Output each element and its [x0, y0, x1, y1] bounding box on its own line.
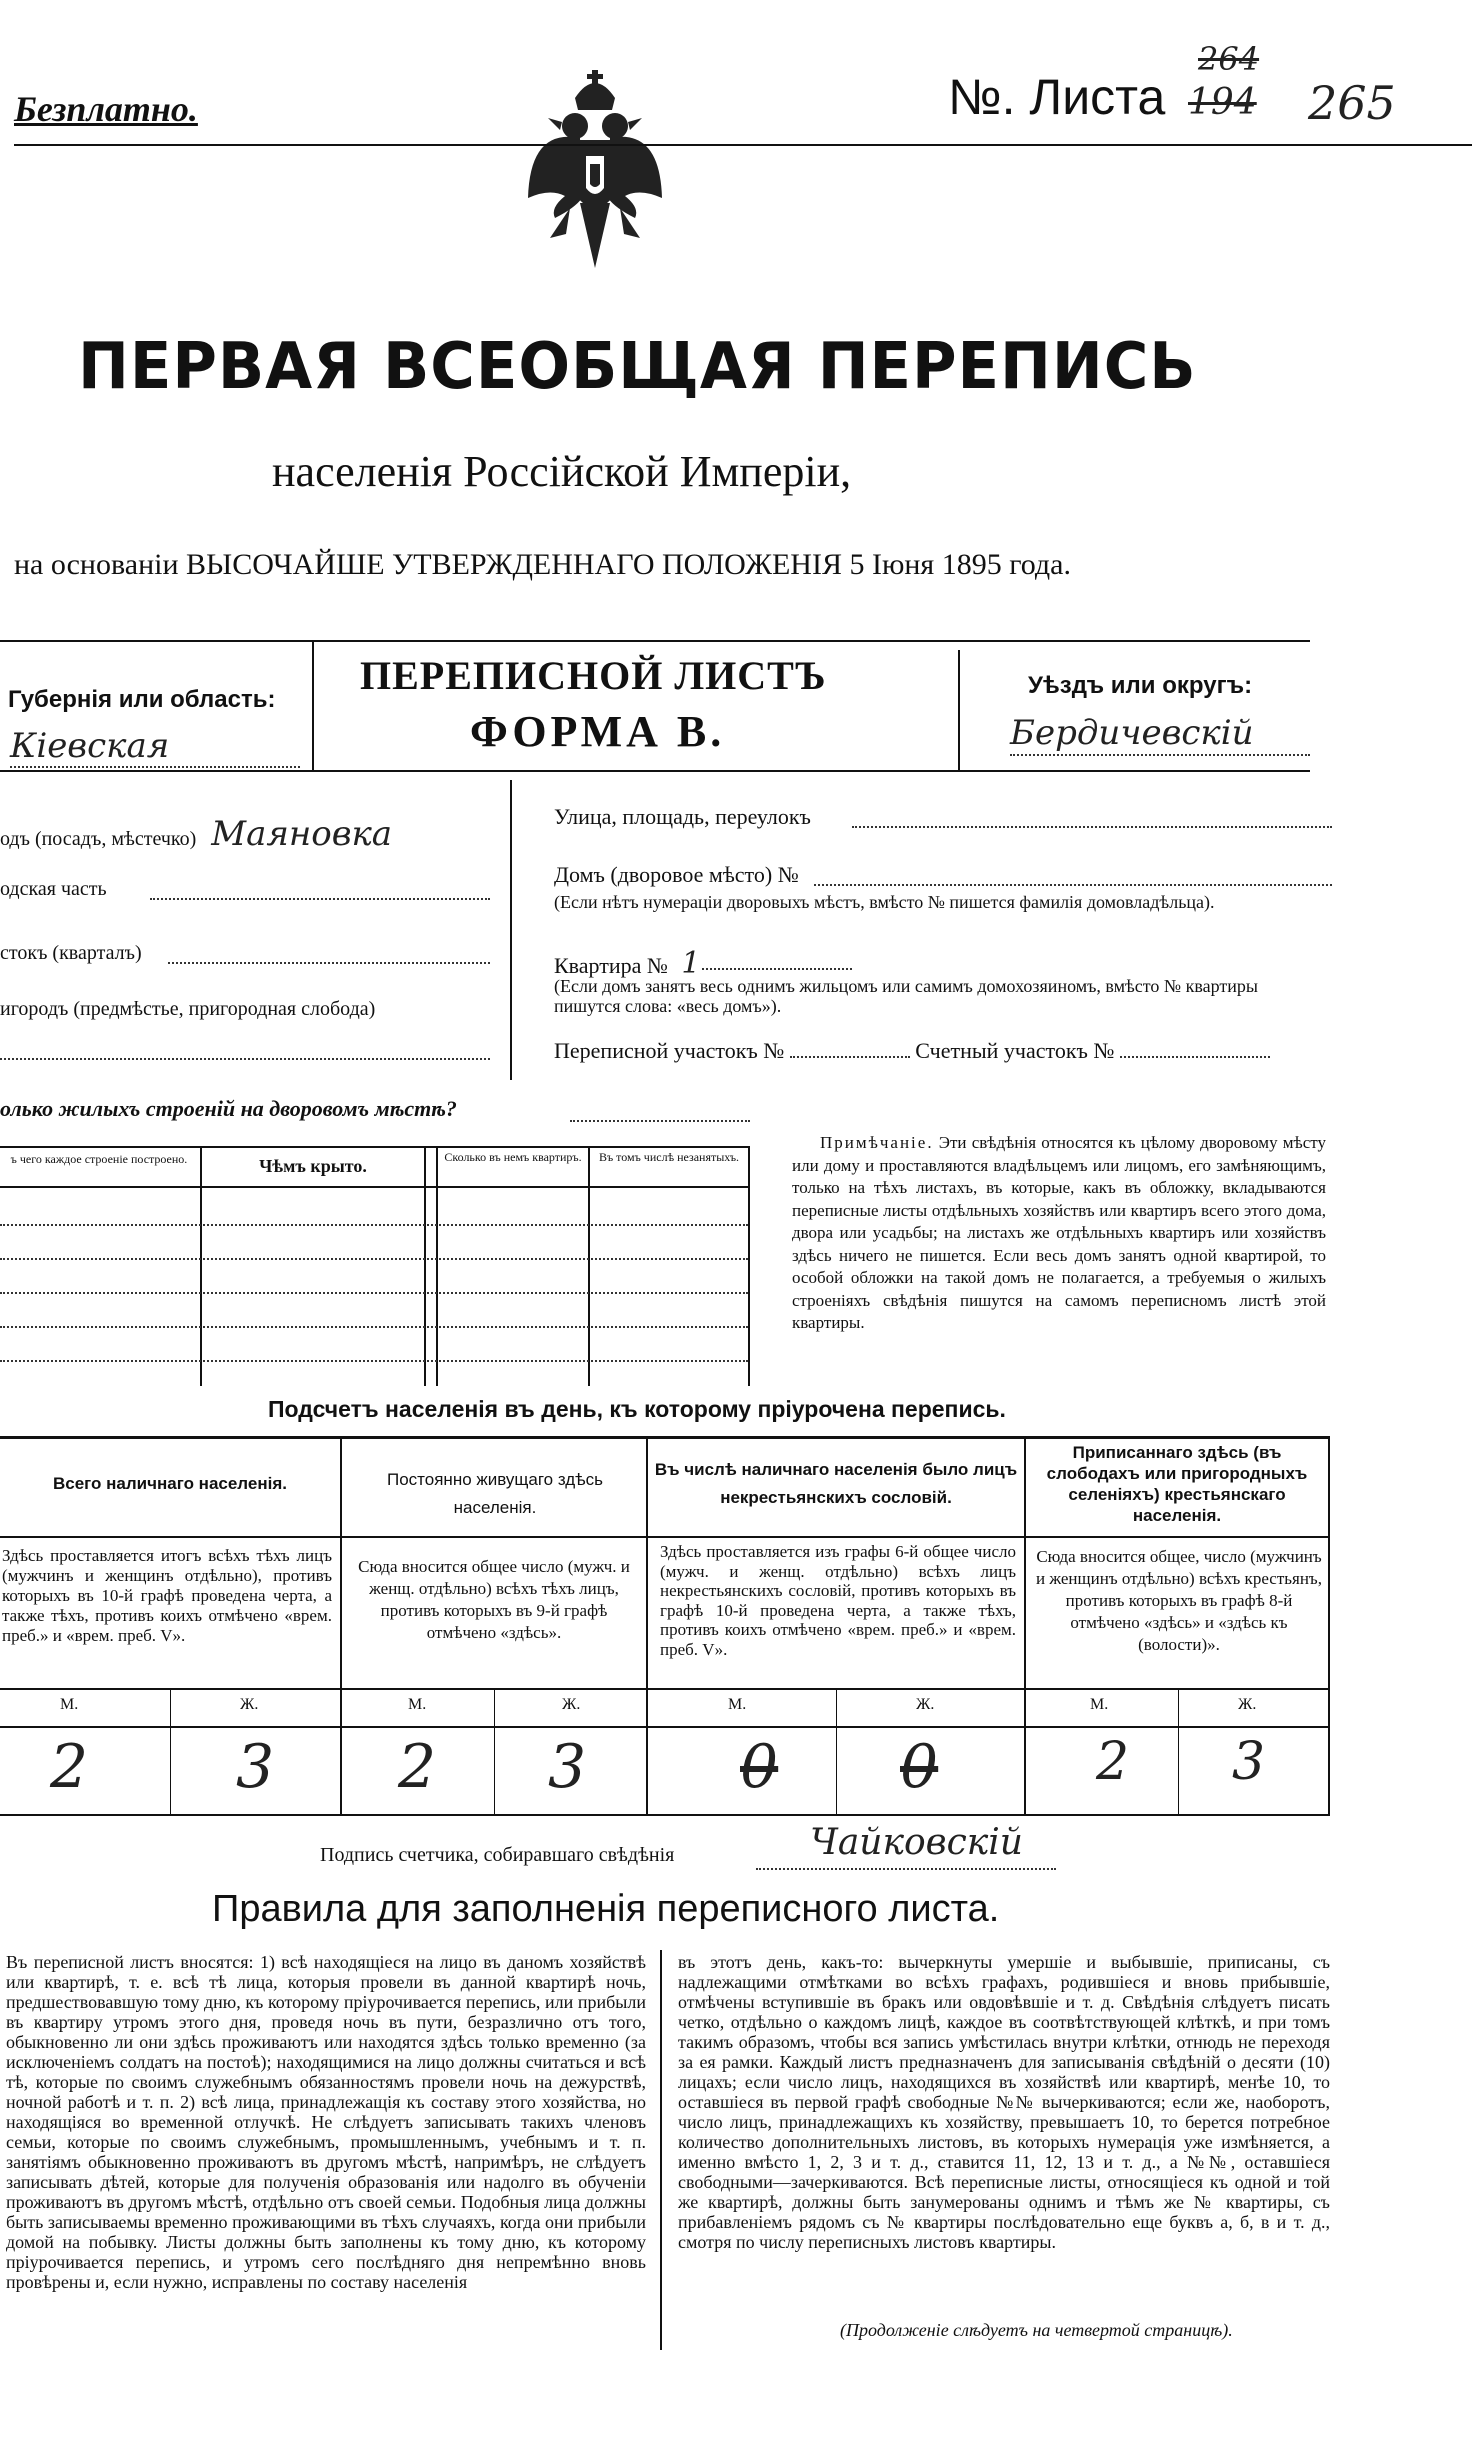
note-block [792, 1132, 1326, 1335]
count-col1-head: Всего наличнаго населенія. [53, 1474, 287, 1493]
count-col4-f-label: Ж. [1238, 1696, 1257, 1713]
census-district-label: Переписной участокъ № [554, 1038, 785, 1063]
apartment-value: 1 [681, 946, 701, 981]
district-value: Бердичевскій [1010, 712, 1310, 756]
street-label: Улица, площадь, переулокъ [554, 804, 811, 829]
count-col4-f-value: 3 [1232, 1732, 1266, 1792]
location-right [552, 780, 1472, 1090]
count-col1-m-value: 2 [50, 1732, 89, 1802]
count-col2-m-label: М. [408, 1696, 427, 1713]
count-col2-f-value: 3 [548, 1732, 587, 1802]
signature-value: Чайковскій [810, 1822, 1023, 1863]
basis-line: на основаніи ВЫСОЧАЙШЕ УТВЕРЖДЕННАГО ПОЛОЖЕНІЯ 5 Іюня 1895 года. [14, 548, 1071, 581]
count-col3-head: Въ числѣ наличнаго населенія было лицъ некрестьянскихъ сословій. [654, 1460, 1018, 1507]
count-col4-desc: Сюда вносится общее, число (мужчинъ и женщинъ отдѣльно) всѣхъ крестьянъ, противъ которыхъ въ графѣ 8-й отмѣчено «здѣсь» и «здѣсь къ (волости)». [1036, 1547, 1322, 1654]
count-col3-m-value: 0 [740, 1732, 779, 1802]
free-label: Безплатно. [14, 89, 198, 129]
town-part-label: одская часть [0, 878, 107, 900]
signature-row [320, 1822, 1080, 1890]
count-col3-f-label: Ж. [916, 1696, 935, 1713]
count-col2-desc: Сюда вносится общее число (мужч. и женщ. отдѣльно) всѣхъ тѣхъ лицъ, противъ которыхъ въ 9-й графѣ отмѣчено «здѣсь». [358, 1557, 630, 1642]
apartment-note: (Если домъ занятъ весь однимъ жильцомъ или самимъ домохозяиномъ, вмѣсто № квартиры пишутся слова: «весь домъ»). [554, 976, 1258, 1016]
rules-title: Правила для заполненія переписного листа. [212, 1888, 1000, 1930]
subtitle: населенія Россійской Имперіи, [272, 447, 852, 496]
count-table [0, 1436, 1330, 1816]
quarter-label: стокъ (кварталъ) [0, 942, 142, 964]
count-col1-m-label: М. [60, 1696, 79, 1713]
sheet-number-handwritten-top: 264 [1198, 40, 1260, 78]
buildings-col-apartments: Сколько въ немъ квартиръ. [444, 1150, 582, 1164]
count-col2-head: Постоянно живущаго здѣсь населенія. [387, 1470, 603, 1517]
count-district-label: Счетный участокъ № [915, 1038, 1115, 1063]
note-heading: Примѣчаніе. [820, 1133, 934, 1152]
buildings-col-roof: Чѣмъ крыто. [259, 1156, 367, 1176]
rules-continued: (Продолженіе слѣдуетъ на четвертой страницѣ). [840, 2320, 1233, 2340]
apartment-label: Квартира № [554, 953, 668, 978]
rules-left: Въ переписной листъ вносятся: 1) всѣ находящіеся на лицо въ даномъ хозяйствѣ или квартирѣ, т. е. всѣ тѣ лица, которыя провели въ данной квартирѣ ночь, предшествовавшую тому дню, къ которому пріурочивается перепись, или прибыли въ квартиру утромъ этого дня, проведя ночь въ пути, безразлично отъ того, обыкновенно ли они здѣсь проживаютъ или находятся здѣсь только временно (за исключеніемъ солдатъ на постоѣ); находящимися на лицо должны считаться и всѣ тѣ, которые по своимъ служебнымъ обязанностямъ провели ночь на дежурствѣ, ночной работѣ и т. п. 2) всѣ лица, принадлежащія къ составу этого хозяйства, но находящіяся во временной отлучкѣ. Не слѣдуетъ записывать такихъ членовъ семьи, которые по своимъ служебнымъ, промышленнымъ, учебнымъ и т. п. занятіямъ обыкновенно проживаютъ въ другомъ мѣстѣ, напримѣръ, не слѣдуетъ записывать дѣтей, которые для полученія образованія или надолго въ обученіи проживаютъ въ другомъ мѣстѣ, отдѣльно отъ своей семьи. Подобныя лица должны быть записываемы временно проживающими въ тѣхъ случаяхъ, когда они прибыли домой на побывку. Листы должны быть заполнены къ тому дню, къ которому пріурочивается перепись, и утромъ сего послѣдняго дня непремѣнно вновь провѣрены и, если нужно, исправлены по составу населенія [6, 1952, 646, 2292]
count-title: Подсчетъ населенія въ день, къ которому пріурочена перепись. [268, 1396, 1006, 1422]
count-col3-m-label: М. [728, 1696, 747, 1713]
province-label: Губернія или область: [8, 686, 276, 713]
sheet-number [948, 40, 1458, 148]
count-col3-f-value: 0 [900, 1732, 939, 1802]
count-col2-m-value: 2 [398, 1732, 437, 1802]
count-col2-f-label: Ж. [562, 1696, 581, 1713]
coat-of-arms-icon [520, 68, 670, 278]
count-col4-m-label: М. [1090, 1696, 1109, 1713]
sheet-title: ПЕРЕПИСНОЙ ЛИСТЪ [360, 653, 827, 698]
count-col4-head: Приписаннаго здѣсь (въ слободахъ или пригородныхъ селеніяхъ) крестьянскаго населенія. [1046, 1443, 1308, 1525]
sheet-number-handwritten: 265 [1308, 76, 1396, 130]
suburb-label: игородъ (предмѣстье, пригородная слобода) [0, 998, 376, 1020]
count-col1-f-value: 3 [236, 1732, 275, 1802]
buildings-col-material: ъ чего каждое строеніе построено. [10, 1152, 188, 1166]
buildings-question: олько жилыхъ строеній на дворовомъ мѣстѣ? [0, 1096, 457, 1121]
town-value: Маяновка [211, 814, 393, 854]
buildings-col-vacant: Въ томъ числѣ незанятыхъ. [598, 1150, 740, 1164]
house-label: Домъ (дворовое мѣсто) № [554, 862, 799, 887]
rules-right: въ этотъ день, какъ-то: вычеркнуты умершіе и выбывшіе, приписаны, съ надлежащими отмѣтками во всѣхъ графахъ, родившіеся и вновь прибывшіе, отмѣчены вступившіе въ бракъ или овдовѣвшіе и т. д. Свѣдѣнія слѣдуетъ писать четко, отдѣльно о каждомъ лицѣ, каждое въ соотвѣтствующей клѣткѣ, и при томъ такимъ образомъ, чтобы вся запись умѣстилась внутри клѣтки, отнюдь не переходя за ея рамки. Каждый листъ предназначенъ для записыванія свѣдѣній о десяти (10) лицахъ; если число лицъ, находящихся въ хозяйствѣ или квартирѣ, менѣе 10, то оставшіеся въ первой графѣ свободные №№ вычеркиваются; если же, наоборотъ, число лицъ, принадлежащихъ къ хозяйству, превышаетъ 10, то берется потребное количество дополнительныхъ листовъ, въ которыхъ нумерація уже измѣняется, а именно вмѣсто 1, 2, 3 и т. д., ставится 11, 12, 13 и т. д., а №№, оставшіеся свободными—зачеркиваются. Всѣ переписные листы, относящіеся къ одной и той же квартирѣ, должны быть занумерованы однимъ и тѣмъ же № квартиры, съ прибавленіемъ рядомъ съ № квартиры послѣдовательно еще буквъ а, б, в и т. д., смотря по числу переписныхъ листовъ квартиры. [678, 1952, 1330, 2252]
town-label: одъ (посадъ, мѣстечко) [0, 828, 197, 850]
district-label: Уѣздъ или округъ: [1028, 672, 1253, 699]
main-title: ПЕРВАЯ ВСЕОБЩАЯ ПЕРЕПИСЬ [78, 330, 1197, 404]
sheet-number-label: №. Листа [948, 69, 1166, 125]
count-col3-desc: Здѣсь проставляется изъ графы 6-й общее число (мужч. и женщ. отдѣльно) всѣхъ лицъ некрестьянскихъ сословій, противъ которыхъ въ графѣ 10-й проведена черта, а также тѣхъ, противъ коихъ отмѣчено «врем. преб.» и «врем. преб. V». [660, 1542, 1016, 1659]
note-text: Эти свѣдѣнія относятся къ цѣлому дворовому мѣсту или дому и проставляются владѣльцемъ или лицомъ, его замѣняющимъ, только на тѣхъ листахъ, въ которые, какъ въ обложку, вкладываются переписные листы отдѣльныхъ хозяйствъ или квартиръ всего этого дома, двора или усадьбы; на листахъ же отдѣльныхъ квартиръ или хозяйствъ здѣсь ничего не пишется. Если весь домъ занятъ одной квартирой, то особой обложки на такой домъ не полагается, а требуемыя о жилыхъ строеніяхъ свѣдѣнія пишутся на самомъ переписномъ листѣ этой квартиры. [792, 1133, 1326, 1332]
province-value: Кіевская [10, 726, 300, 768]
sheet-number-struck: 194 [1188, 82, 1257, 123]
location-left [0, 780, 510, 1080]
count-col4-m-value: 2 [1096, 1732, 1130, 1792]
house-note: (Если нѣтъ нумераціи дворовыхъ мѣстъ, вмѣсто № пишется фамилія домовладѣльца). [554, 892, 1215, 912]
signature-label: Подпись счетчика, собиравшаго свѣдѣнія [320, 1844, 675, 1866]
count-col1-f-label: Ж. [240, 1696, 259, 1713]
count-col1-desc: Здѣсь проставляется итогъ всѣхъ тѣхъ лицъ (мужчинъ и женщинъ отдѣльно), противъ которыхъ въ 10-й графѣ проведена черта, а также тѣхъ, противъ коихъ отмѣчено «врем. преб.» и «врем. преб. V». [2, 1546, 332, 1645]
form-letter: ФОРМА В. [470, 707, 726, 756]
buildings-table [0, 1146, 750, 1386]
